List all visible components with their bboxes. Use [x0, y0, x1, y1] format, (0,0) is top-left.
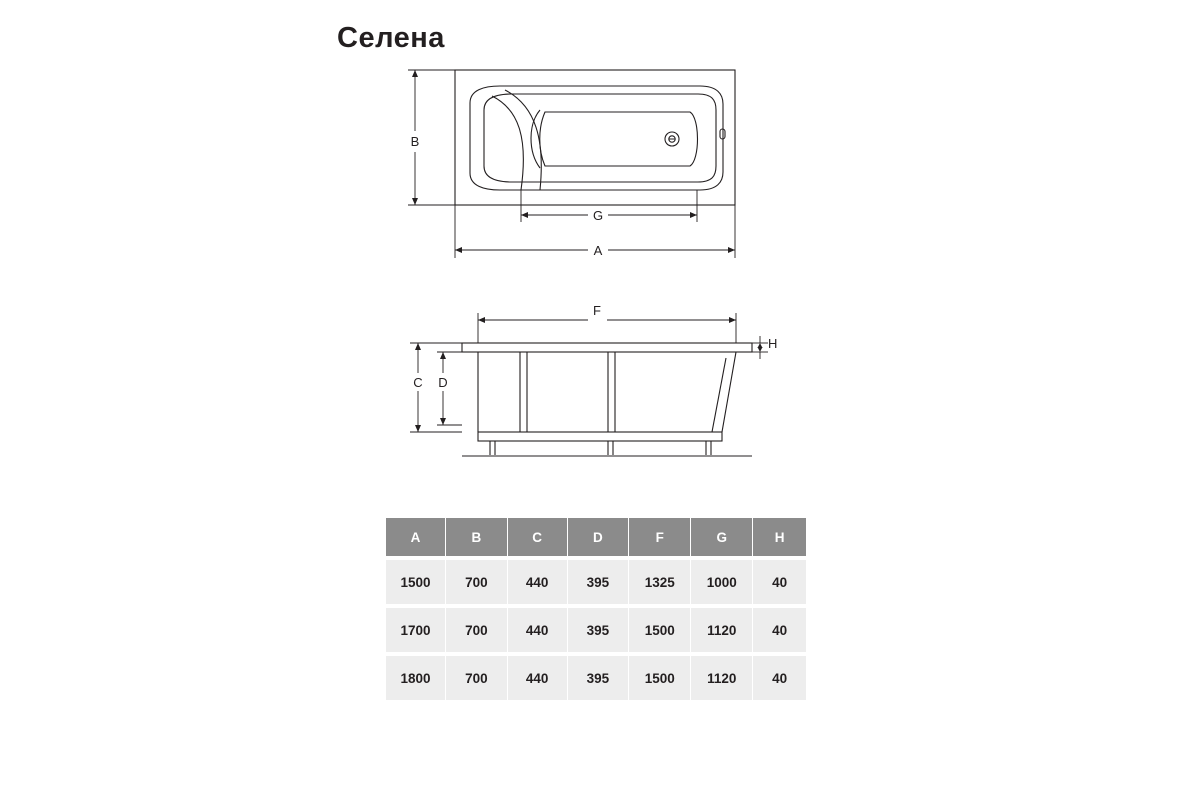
top-view-outer-rim — [455, 70, 735, 205]
table-header-g: G — [691, 518, 752, 556]
dimension-label-H: H — [768, 336, 778, 351]
table-header-h: H — [753, 518, 806, 556]
table-cell: 40 — [753, 560, 806, 604]
table-cell: 1700 — [386, 608, 445, 652]
dimension-H — [752, 336, 768, 359]
dimension-label-F: F — [593, 303, 601, 318]
table-cell: 700 — [446, 656, 507, 700]
table-cell: 40 — [753, 608, 806, 652]
table-cell: 1500 — [629, 608, 690, 652]
table-row — [386, 656, 806, 700]
bathtub-side-view — [462, 343, 752, 456]
dimension-label-C: C — [413, 375, 423, 390]
table-row — [386, 560, 806, 604]
table-cell: 1800 — [386, 656, 445, 700]
side-view-frame-rail — [478, 432, 722, 441]
top-view-bowl-inner-contour — [484, 94, 716, 182]
table-cell: 1500 — [629, 656, 690, 700]
table-cell: 1325 — [629, 560, 690, 604]
table-cell: 395 — [568, 608, 629, 652]
top-view-backrest-curve — [492, 96, 523, 190]
table-cell: 700 — [446, 560, 507, 604]
table-header-d: D — [568, 518, 629, 556]
table-cell: 1120 — [691, 656, 752, 700]
table-row — [386, 608, 806, 652]
side-view-rim — [462, 343, 752, 352]
table-cell: 395 — [568, 656, 629, 700]
table-cell: 440 — [508, 656, 567, 700]
table-cell: 395 — [568, 560, 629, 604]
dimension-label-G: G — [592, 208, 604, 223]
dimensions-table — [385, 514, 807, 704]
table-cell: 1500 — [386, 560, 445, 604]
page-title: Селена — [337, 22, 445, 54]
table-header-f: F — [629, 518, 690, 556]
dimension-F — [478, 313, 736, 343]
top-view-bowl-outline — [470, 86, 723, 190]
dimension-label-A: A — [593, 243, 603, 258]
table-header-c: C — [508, 518, 567, 556]
table-cell: 1000 — [691, 560, 752, 604]
table-cell: 440 — [508, 608, 567, 652]
bathtub-top-view — [455, 70, 735, 205]
table-header-row — [386, 518, 806, 556]
table-header-a: A — [386, 518, 445, 556]
side-view-right-wall — [722, 352, 736, 432]
table-cell: 440 — [508, 560, 567, 604]
dimension-label-D: D — [438, 375, 448, 390]
table-header-b: B — [446, 518, 507, 556]
dimension-label-B: B — [410, 134, 420, 149]
table-cell: 1120 — [691, 608, 752, 652]
dimension-G — [521, 190, 697, 222]
table-cell: 700 — [446, 608, 507, 652]
table-cell: 40 — [753, 656, 806, 700]
